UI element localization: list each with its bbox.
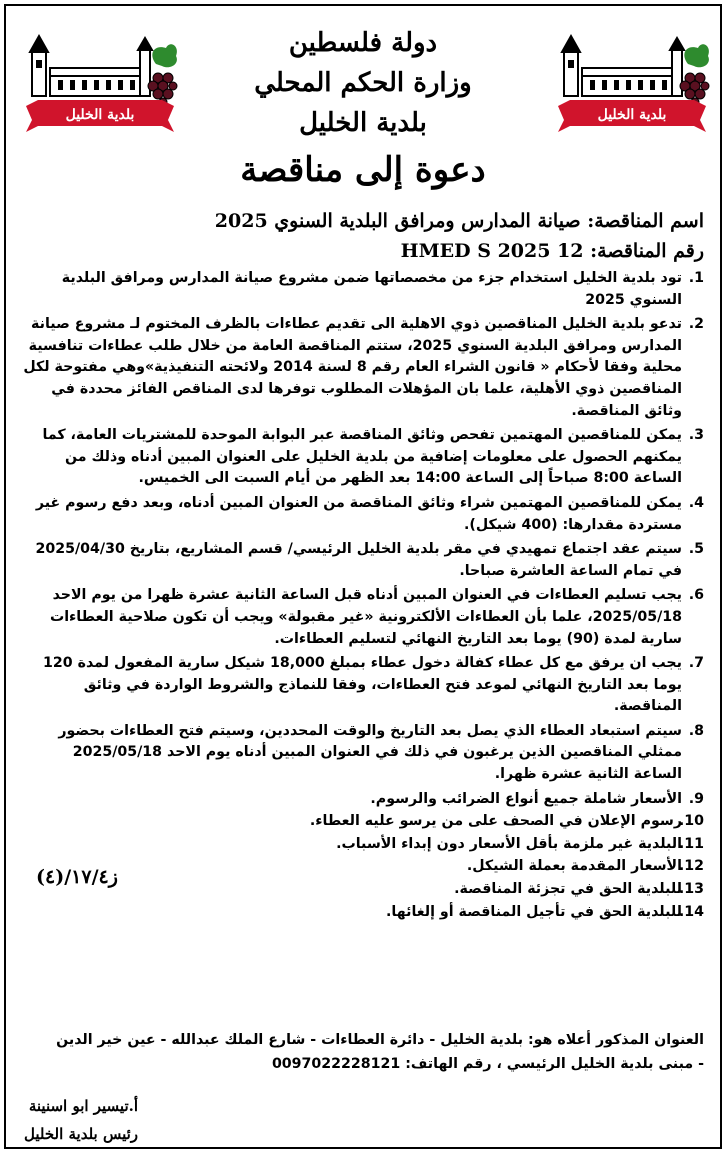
address-line: العنوان المذكور أعلاه هو: بلدية الخليل - دائرة العطاءات - شارع الملك عبدالله - عين خير الدين [56, 1032, 704, 1048]
item-text: الأسعار المقدمة بعملة الشيكل. [466, 858, 682, 875]
item-text: رسوم الإعلان في الصحف على من يرسو عليه العطاء. [309, 813, 682, 830]
item-number: .11 [678, 835, 704, 852]
list-item [20, 856, 704, 878]
item-number: .12 [678, 858, 704, 875]
item-text: الأسعار شاملة جميع أنواع الضرائب والرسوم. [370, 790, 682, 807]
item-number: .3 [688, 427, 704, 444]
tender-name: اسم المناقصة: صيانة المدارس ومرافق البلدية السنوي 2025 [214, 210, 704, 232]
item-text: سيتم عقد اجتماع تمهيدي في مقر بلدية الخليل الرئيسي/ قسم المشاريع، بتاريخ 2025/04/30 في تمام الساعة العاشرة صباحا. [35, 541, 682, 579]
address-line: - مبنى بلدية الخليل الرئيسي ، رقم الهاتف: 0097022228121 [271, 1056, 704, 1072]
item-number: .5 [688, 541, 704, 558]
list-item [20, 879, 704, 901]
address-block [20, 1028, 704, 1076]
list-item [20, 268, 704, 311]
item-number: .10 [678, 813, 704, 830]
list-item [20, 539, 704, 582]
signature-block [24, 1092, 138, 1148]
header-ministry: وزارة الحكم المحلي [254, 68, 472, 98]
item-text: يجب تسليم العطاءات في العنوان المبين أدناه قبل الساعة الثانية عشرة ظهرا من يوم الاحد 2025/05/18، علما بأن العطاءات الألكترونية «غير مقبولة» ويجب أن تكون صلاحية العطاءات سارية لمدة (90) يوما بعد التاريخ النهائي لتسليم العطاءات. [49, 587, 682, 647]
item-text: البلدية غير ملزمة بأقل الأسعار دون إبداء الأسباب. [336, 835, 682, 852]
list-item [20, 425, 704, 490]
item-text: للبلدية الحق في تجزئة المناقصة. [454, 881, 682, 898]
item-text: يجب ان يرفق مع كل عطاء كفالة دخول عطاء بمبلغ 18,000 شيكل سارية المفعول لمدة 120 يوما بعد التاريخ النهائي لموعد فتح العطاءات، وفقا للنماذج والشروط الواردة في وثائق المناقصة. [43, 655, 682, 715]
handwritten-reference: ز١٧/٤/(٤) [36, 866, 118, 888]
page-title: دعوة إلى مناقصة [240, 150, 486, 190]
svg-text:بلدية الخليل: بلدية الخليل [65, 107, 135, 123]
list-item [20, 902, 704, 924]
signatory-role: رئيس بلدية الخليل [24, 1125, 139, 1143]
list-item [20, 721, 704, 786]
list-item [20, 834, 704, 856]
list-item [20, 653, 704, 718]
list-item [20, 811, 704, 833]
list-item [20, 493, 704, 536]
item-number: .4 [688, 494, 704, 511]
header-state: دولة فلسطين [288, 28, 438, 58]
item-number: .7 [688, 655, 704, 672]
item-number: .6 [688, 587, 704, 604]
item-number: .13 [678, 881, 704, 898]
signatory-name: أ.تيسير ابو اسنينة [28, 1097, 139, 1115]
header-municipality: بلدية الخليل [299, 108, 427, 138]
svg-text:بلدية الخليل: بلدية الخليل [597, 107, 667, 123]
item-number: .1 [688, 270, 704, 286]
list-item [20, 789, 704, 811]
list-item [20, 314, 704, 422]
item-text: سيتم استبعاد العطاء الذي يصل بعد التاريخ والوقت المحددين، وسيتم فتح العطاءات بحضور ممثلي المناقصين الذين يرغبون في ذلك في العنوان المبين أدناه يوم الاحد 2025/05/18 الساعة الثانية عشرة ظهرا. [58, 722, 682, 783]
item-text: تود بلدية الخليل استخدام جزء من مخصصاتها ضمن مشروع صيانة المدارس ومرافق البلدية السنوي 2025 [61, 270, 682, 308]
item-text: يمكن للمناقصين المهتمين شراء وثائق المناقصة من العنوان المبين أدناه، وبعد دفع رسوم غير مستردة مقدارها: (400 شيكل). [35, 494, 682, 533]
tender-notice [4, 4, 722, 1149]
item-number: .9 [688, 790, 704, 807]
item-text: يمكن للمناقصين المهتمين تفحص وثائق المناقصة عبر البوابة الموحدة للمشتريات العامة، كما يمكنهم الحصول على معلومات إضافية من بلدية الخليل على العنوان المبين أدناه وذلك من الساعة 8:00 صباحاً إلى الساعة 14:00 بعد الظهر من أيام السبت الى الخميس. [42, 427, 682, 487]
item-number: .8 [688, 722, 704, 739]
item-text: تدعو بلدية الخليل المناقصين ذوي الاهلية الى تقديم عطاءات بالظرف المختوم لـ مشروع صيانة المدارس ومرافق البلدية السنوي 2025، ستتم المناقصة العامة من خلال طلب عطاءات تنافسية محلية وفقا لأحكام « قانون الشراء العام رقم 8 لسنة 2014 ولائحته التنفيذية»وهي مفتوحة لكل المناقصين ذوي الأهلية، علما بان المؤهلات المطلوب توفرها لدى المناقص الفائز محددة في وثائق المناقصة. [23, 316, 682, 419]
tender-conditions-list [20, 268, 704, 924]
list-item [20, 585, 704, 650]
tender-number: رقم المناقصة: 12 HMED S 2025 [400, 240, 704, 262]
item-text: للبلدية الحق في تأجيل المناقصة أو إلغائها. [386, 903, 682, 920]
item-number: .2 [688, 316, 704, 333]
item-number: .14 [678, 903, 704, 920]
